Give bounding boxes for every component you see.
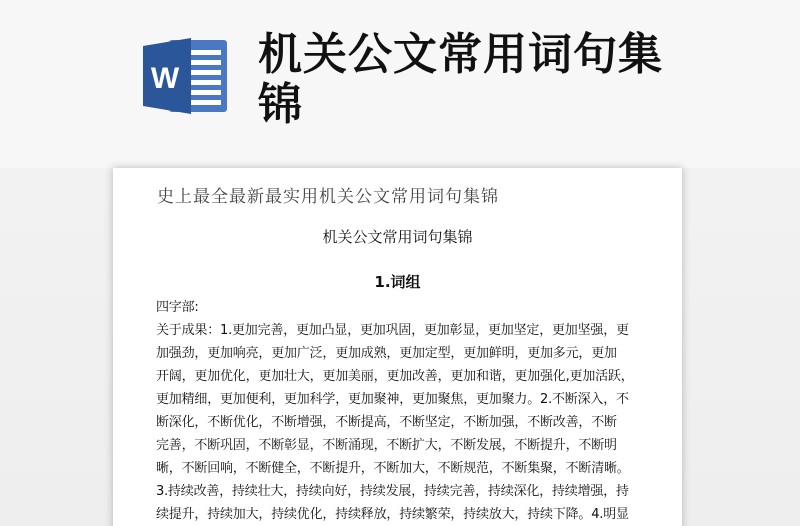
section-title: 1.词组 [374, 273, 421, 291]
document-header: 史上最全最新最实用机关公文常用词句集锦 [157, 187, 499, 207]
body-line: 续提升，持续加大，持续优化，持续释放，持续繁荣，持续放大，持续下降。4.明显 [156, 507, 629, 522]
body-line: 晰，不断回响，不断健全，不断提升，不断加大，不断规范，不断集聚，不断清晰。 [156, 461, 630, 476]
body-line: 关于成果：1.更加完善，更加凸显，更加巩固，更加彰显，更加坚定，更加坚强，更 [156, 323, 629, 338]
body-line: 加强劲，更加响亮，更加广泛，更加成熟，更加定型，更加鲜明，更加多元，更加 [156, 346, 617, 361]
word-icon-letter: W [150, 62, 180, 95]
body-line: 3.持续改善，持续壮大，持续向好，持续发展，持续完善，持续深化，持续增强，持 [156, 484, 629, 499]
body-line: 开阔，更加优化，更加壮大，更加美丽，更加改善，更加和谐，更加强化,更加活跃， [156, 369, 634, 384]
body-line: 完善，不断巩固，不断彰显，不断涌现，不断扩大，不断发展，不断提升，不断明 [156, 438, 617, 453]
document-body [156, 296, 644, 526]
body-line: 断深化，不断优化，不断增强，不断提高，不断坚定，不断加强，不断改善，不断 [156, 415, 617, 430]
word-doc-icon [143, 36, 231, 116]
document-title: 机关公文常用词句集锦 [322, 228, 473, 246]
page-title: 机关公文常用词句集锦 [258, 29, 663, 130]
body-line: 四字部: [156, 300, 199, 315]
body-line: 更加精细，更加便利，更加科学，更加聚神，更加聚焦，更加聚力。2.不断深入，不 [156, 392, 629, 407]
document-page [113, 168, 682, 526]
